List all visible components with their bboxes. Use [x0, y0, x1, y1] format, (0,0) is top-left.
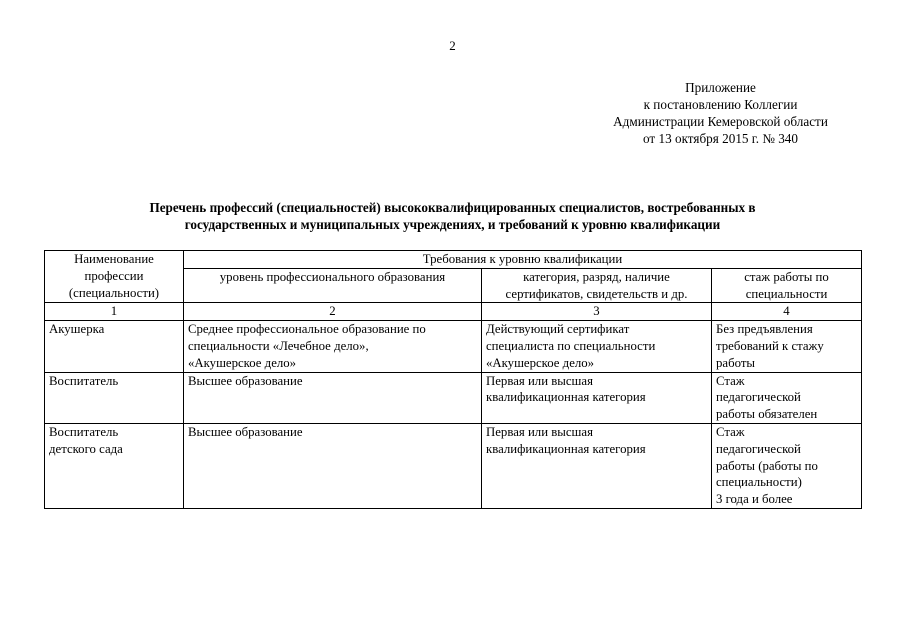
page-number: 2	[449, 38, 456, 53]
header-experience	[712, 268, 862, 303]
header-profession-name	[45, 251, 184, 303]
appendix-line: Администрации Кемеровской области	[613, 114, 828, 129]
header-education-level	[184, 268, 482, 303]
education-cell	[184, 423, 482, 508]
cell-text: Среднее профессиональное образование по	[188, 322, 426, 337]
table-row	[45, 372, 862, 423]
appendix-block	[588, 79, 853, 147]
document-title	[60, 199, 845, 233]
cell-text: Действующий сертификат	[486, 322, 630, 337]
column-number-row	[45, 303, 862, 321]
cell-text: «Акушерское дело»	[486, 355, 595, 370]
experience-cell	[712, 372, 862, 423]
appendix-line: Приложение	[685, 80, 756, 95]
appendix-line: от 13 октября 2015 г. № 340	[643, 131, 798, 146]
cell-text: работы (работы по	[716, 458, 818, 473]
cell-text: Первая или высшая	[486, 373, 593, 388]
experience-cell	[712, 321, 862, 372]
cell-text: Высшее образование	[188, 373, 303, 388]
cell-text: требований к стажу	[716, 338, 824, 353]
column-number: 3	[482, 303, 712, 321]
header-text: уровень профессионального образования	[219, 269, 446, 284]
column-number: 1	[45, 303, 184, 321]
cell-text: 3 года и более	[716, 492, 793, 507]
header-text: Наименование	[74, 252, 154, 266]
column-number: 2	[184, 303, 482, 321]
cell-text: Стаж	[716, 424, 745, 439]
requirements-table	[44, 250, 862, 509]
cell-text: Акушерка	[49, 322, 105, 337]
cell-text: работы	[716, 355, 756, 370]
table-row	[45, 321, 862, 372]
header-category	[482, 268, 712, 303]
header-text: (специальности)	[68, 285, 160, 300]
education-cell	[184, 372, 482, 423]
cell-text: квалификационная категория	[486, 390, 646, 405]
title-line: государственных и муниципальных учреждениях, и требований к уровню квалификации	[184, 217, 721, 232]
cell-text: «Акушерское дело»	[188, 355, 297, 370]
header-requirements-group: Требования к уровню квалификации	[184, 251, 862, 269]
cell-text: Первая или высшая	[486, 424, 593, 439]
cell-text: работы обязателен	[716, 407, 818, 422]
cell-text: квалификационная категория	[486, 441, 646, 456]
cell-text: Высшее образование	[188, 424, 303, 439]
cell-text: Стаж	[716, 373, 745, 388]
cell-text: Воспитатель	[49, 373, 119, 388]
cell-text: педагогической	[716, 441, 801, 456]
title-line: Перечень профессий (специальностей) высококвалифицированных специалистов, востребованных в	[149, 200, 756, 215]
table-row	[45, 423, 862, 508]
header-text: стаж работы по	[744, 269, 829, 284]
category-cell	[482, 321, 712, 372]
cell-text: специальности)	[716, 475, 802, 490]
cell-text: Воспитатель	[49, 424, 119, 439]
column-number: 4	[712, 303, 862, 321]
header-text: сертификатов, свидетельств и др.	[505, 286, 688, 301]
experience-cell	[712, 423, 862, 508]
profession-name-cell	[45, 372, 184, 423]
header-text: специальности	[745, 286, 828, 301]
cell-text: специальности «Лечебное дело»,	[188, 338, 369, 353]
cell-text: Без предъявления	[716, 322, 813, 337]
cell-text: детского сада	[49, 441, 123, 456]
cell-text: специалиста по специальности	[486, 338, 656, 353]
category-cell	[482, 423, 712, 508]
education-cell	[184, 321, 482, 372]
category-cell	[482, 372, 712, 423]
profession-name-cell	[45, 321, 184, 372]
profession-name-cell	[45, 423, 184, 508]
appendix-line: к постановлению Коллегии	[643, 97, 798, 112]
cell-text: педагогической	[716, 390, 801, 405]
header-text: категория, разряд, наличие	[523, 269, 670, 284]
table-header-row	[45, 251, 862, 269]
header-text: профессии	[84, 268, 144, 283]
